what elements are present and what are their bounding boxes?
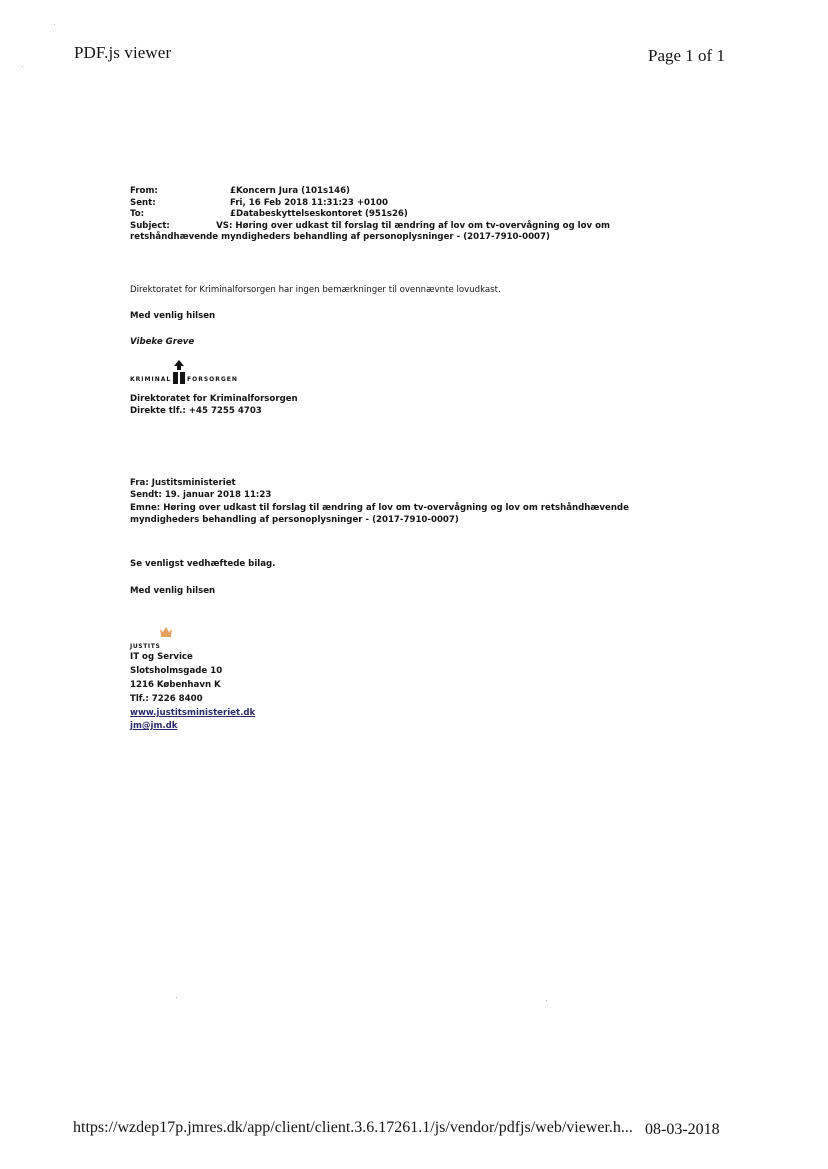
email-header-block (130, 186, 610, 243)
scan-speck (546, 1000, 547, 1001)
logo-text-right: FORSORGEN (187, 376, 238, 383)
address-line1: Slotsholmsgade 10 (130, 666, 223, 676)
email-header-sent (130, 198, 610, 210)
forwarded-subject-line1: Emne: Høring over udkast til forslag til ændring af lov om tv-overvågning og lov om retshåndhævende (130, 503, 629, 513)
kriminalforsorgen-figure-logo (172, 360, 186, 384)
email-body-text: Direktoratet for Kriminalforsorgen har ingen bemærkninger til ovennævnte lovudkast. (130, 285, 501, 295)
forwarded-greeting: Med venlig hilsen (130, 586, 216, 596)
address-line2: 1216 København K (130, 680, 221, 690)
contact-phone: Tlf.: 7226 8400 (130, 694, 203, 704)
viewer-title: PDF.js viewer (74, 43, 172, 62)
logo-text-left: KRIMINAL (130, 376, 172, 383)
footer-url: https://wzdep17p.jmres.dk/app/client/client.3.6.17261.1/js/vendor/pdfjs/web/viewer.h... (73, 1119, 633, 1136)
header-key: To: (130, 209, 145, 219)
forwarded-subject-line2: myndigheders behandling af personoplysninger - (2017-7910-0007) (130, 515, 459, 525)
header-key: Subject: (130, 220, 170, 231)
email-link[interactable]: jm@jm.dk (130, 721, 178, 731)
forwarded-sent: Sendt: 19. januar 2018 11:23 (130, 490, 272, 500)
justits-logo-text: JUSTITS (130, 643, 161, 650)
crown-icon (159, 626, 173, 637)
subject-continuation: retshåndhævende myndigheders behandling af personoplysninger - (2017-7910-0007) (130, 232, 550, 242)
sender-organization: Direktoratet for Kriminalforsorgen (130, 394, 298, 404)
forwarded-from: Fra: Justitsministeriet (130, 478, 236, 488)
email-header-subject (130, 221, 610, 233)
scan-speck (176, 997, 177, 998)
header-value: VS: Høring over udkast til forslag til ændring af lov om tv-overvågning og lov om (216, 220, 610, 231)
email-header-from (130, 186, 610, 198)
email-greeting: Med venlig hilsen (130, 311, 216, 321)
header-key: Sent: (130, 197, 156, 208)
email-header-to (130, 209, 610, 221)
scan-speck (54, 24, 55, 25)
page-indicator: Page 1 of 1 (648, 46, 725, 65)
header-value: £Databeskyttelseskontoret (951s26) (230, 209, 408, 219)
email-document (130, 186, 629, 731)
footer-date: 08-03-2018 (645, 1121, 720, 1138)
signature-name: Vibeke Greve (130, 337, 195, 347)
forwarded-body-text: Se venligst vedhæftede bilag. (130, 559, 276, 569)
kriminalforsorgen-logo (130, 360, 270, 384)
department: IT og Service (130, 652, 193, 662)
sender-phone: Direkte tlf.: +45 7255 4703 (130, 406, 262, 416)
scan-speck (22, 66, 23, 67)
header-value: Fri, 16 Feb 2018 11:31:23 +0100 (230, 197, 388, 208)
header-value: £Koncern Jura (101s146) (230, 186, 350, 196)
website-link[interactable]: www.justitsministeriet.dk (130, 708, 256, 718)
header-key: From: (130, 186, 158, 196)
